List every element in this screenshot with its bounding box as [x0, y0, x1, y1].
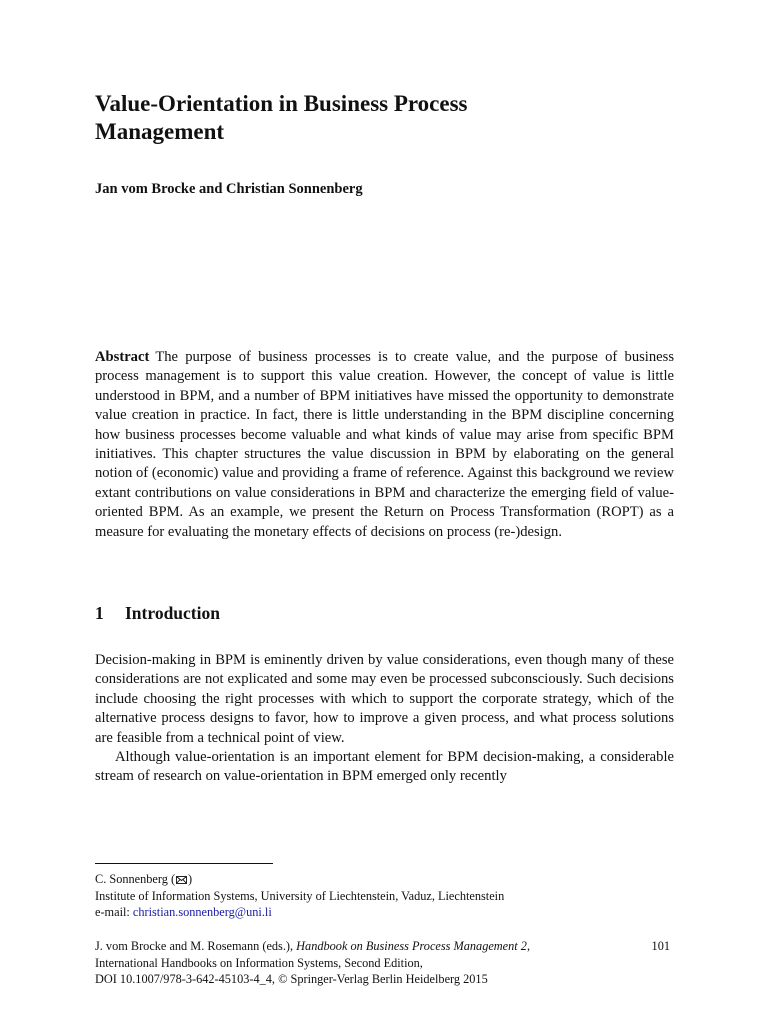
envelope-icon [176, 876, 187, 884]
citation-line-2: International Handbooks on Information Systems, Second Edition, [95, 955, 423, 970]
chapter-title [95, 90, 685, 146]
citation-editors: J. vom Brocke and M. Rosemann (eds.), [95, 939, 294, 953]
citation-block [95, 938, 675, 988]
citation-book-title: Handbook on Business Process Management 2 [296, 939, 527, 953]
page-number: 101 [651, 939, 670, 953]
abstract-text: The purpose of business processes is to create value, and the purpose of business process management is to support this value creation. However, the concept of value is little understood in BPM, and a number of BPM initiatives have missed the opportunity to demonstrate value creation in practice. In fact, there is little understanding in the BPM discipline concerning how business processes become valuable and what kinds of value may arise from specific BPM initiatives. This chapter structures the value discussion in BPM by elaborating on the general notion of (economic) value and providing a frame of reference. Against this background we review extant contributions on value considerations in BPM and characterize the emerging field of value-oriented BPM. As an example, we present the Return on Process Transformation (ROPT) as a measure for evaluating the monetary effects of decisions on process (re-)design. [95, 349, 674, 540]
abstract [95, 348, 674, 542]
section-title: Introduction [125, 603, 220, 623]
email-label: e-mail: [95, 905, 130, 919]
footnote-author-close: ) [188, 872, 193, 886]
footnote [95, 871, 675, 921]
chapter-title-line-2: Management [95, 119, 225, 144]
section-heading [95, 603, 220, 624]
citation-line-1 [95, 938, 675, 955]
footnote-author: C. Sonnenberg ( [95, 872, 176, 886]
footnote-divider [95, 863, 273, 864]
author-line: Jan vom Brocke and Christian Sonnenberg [95, 181, 363, 197]
paragraph: Although value-orientation is an important element for BPM decision-making, a considerable stream of research on value-orientation in BPM emerged only recently [95, 749, 674, 785]
abstract-label: Abstract [95, 349, 150, 365]
footnote-affiliation: Institute of Information Systems, University of Liechtenstein, Vaduz, Liechtenstein [95, 888, 505, 903]
footnote-author-line [95, 871, 675, 888]
paragraph: Decision-making in BPM is eminently driven by value considerations, even though many of these considerations are not explicated and some may even be processed subconsciously. Such decisions include choosing the right processes with which to support the corporate strategy, which of the alternative process designs to favor, how to improve a given process, and what process solutions are feasible from a technical point of view. [95, 652, 674, 746]
email-link[interactable]: christian.sonnenberg@uni.li [132, 905, 272, 919]
citation-line-3: DOI 10.1007/978-3-642-45103-4_4, © Springer-Verlag Berlin Heidelberg 2015 [95, 972, 488, 986]
citation-comma: , [526, 939, 531, 953]
footnote-email-line [95, 904, 675, 921]
chapter-title-line-1: Value-Orientation in Business Process [95, 91, 468, 116]
body-text [95, 651, 674, 787]
section-number: 1 [95, 603, 104, 623]
